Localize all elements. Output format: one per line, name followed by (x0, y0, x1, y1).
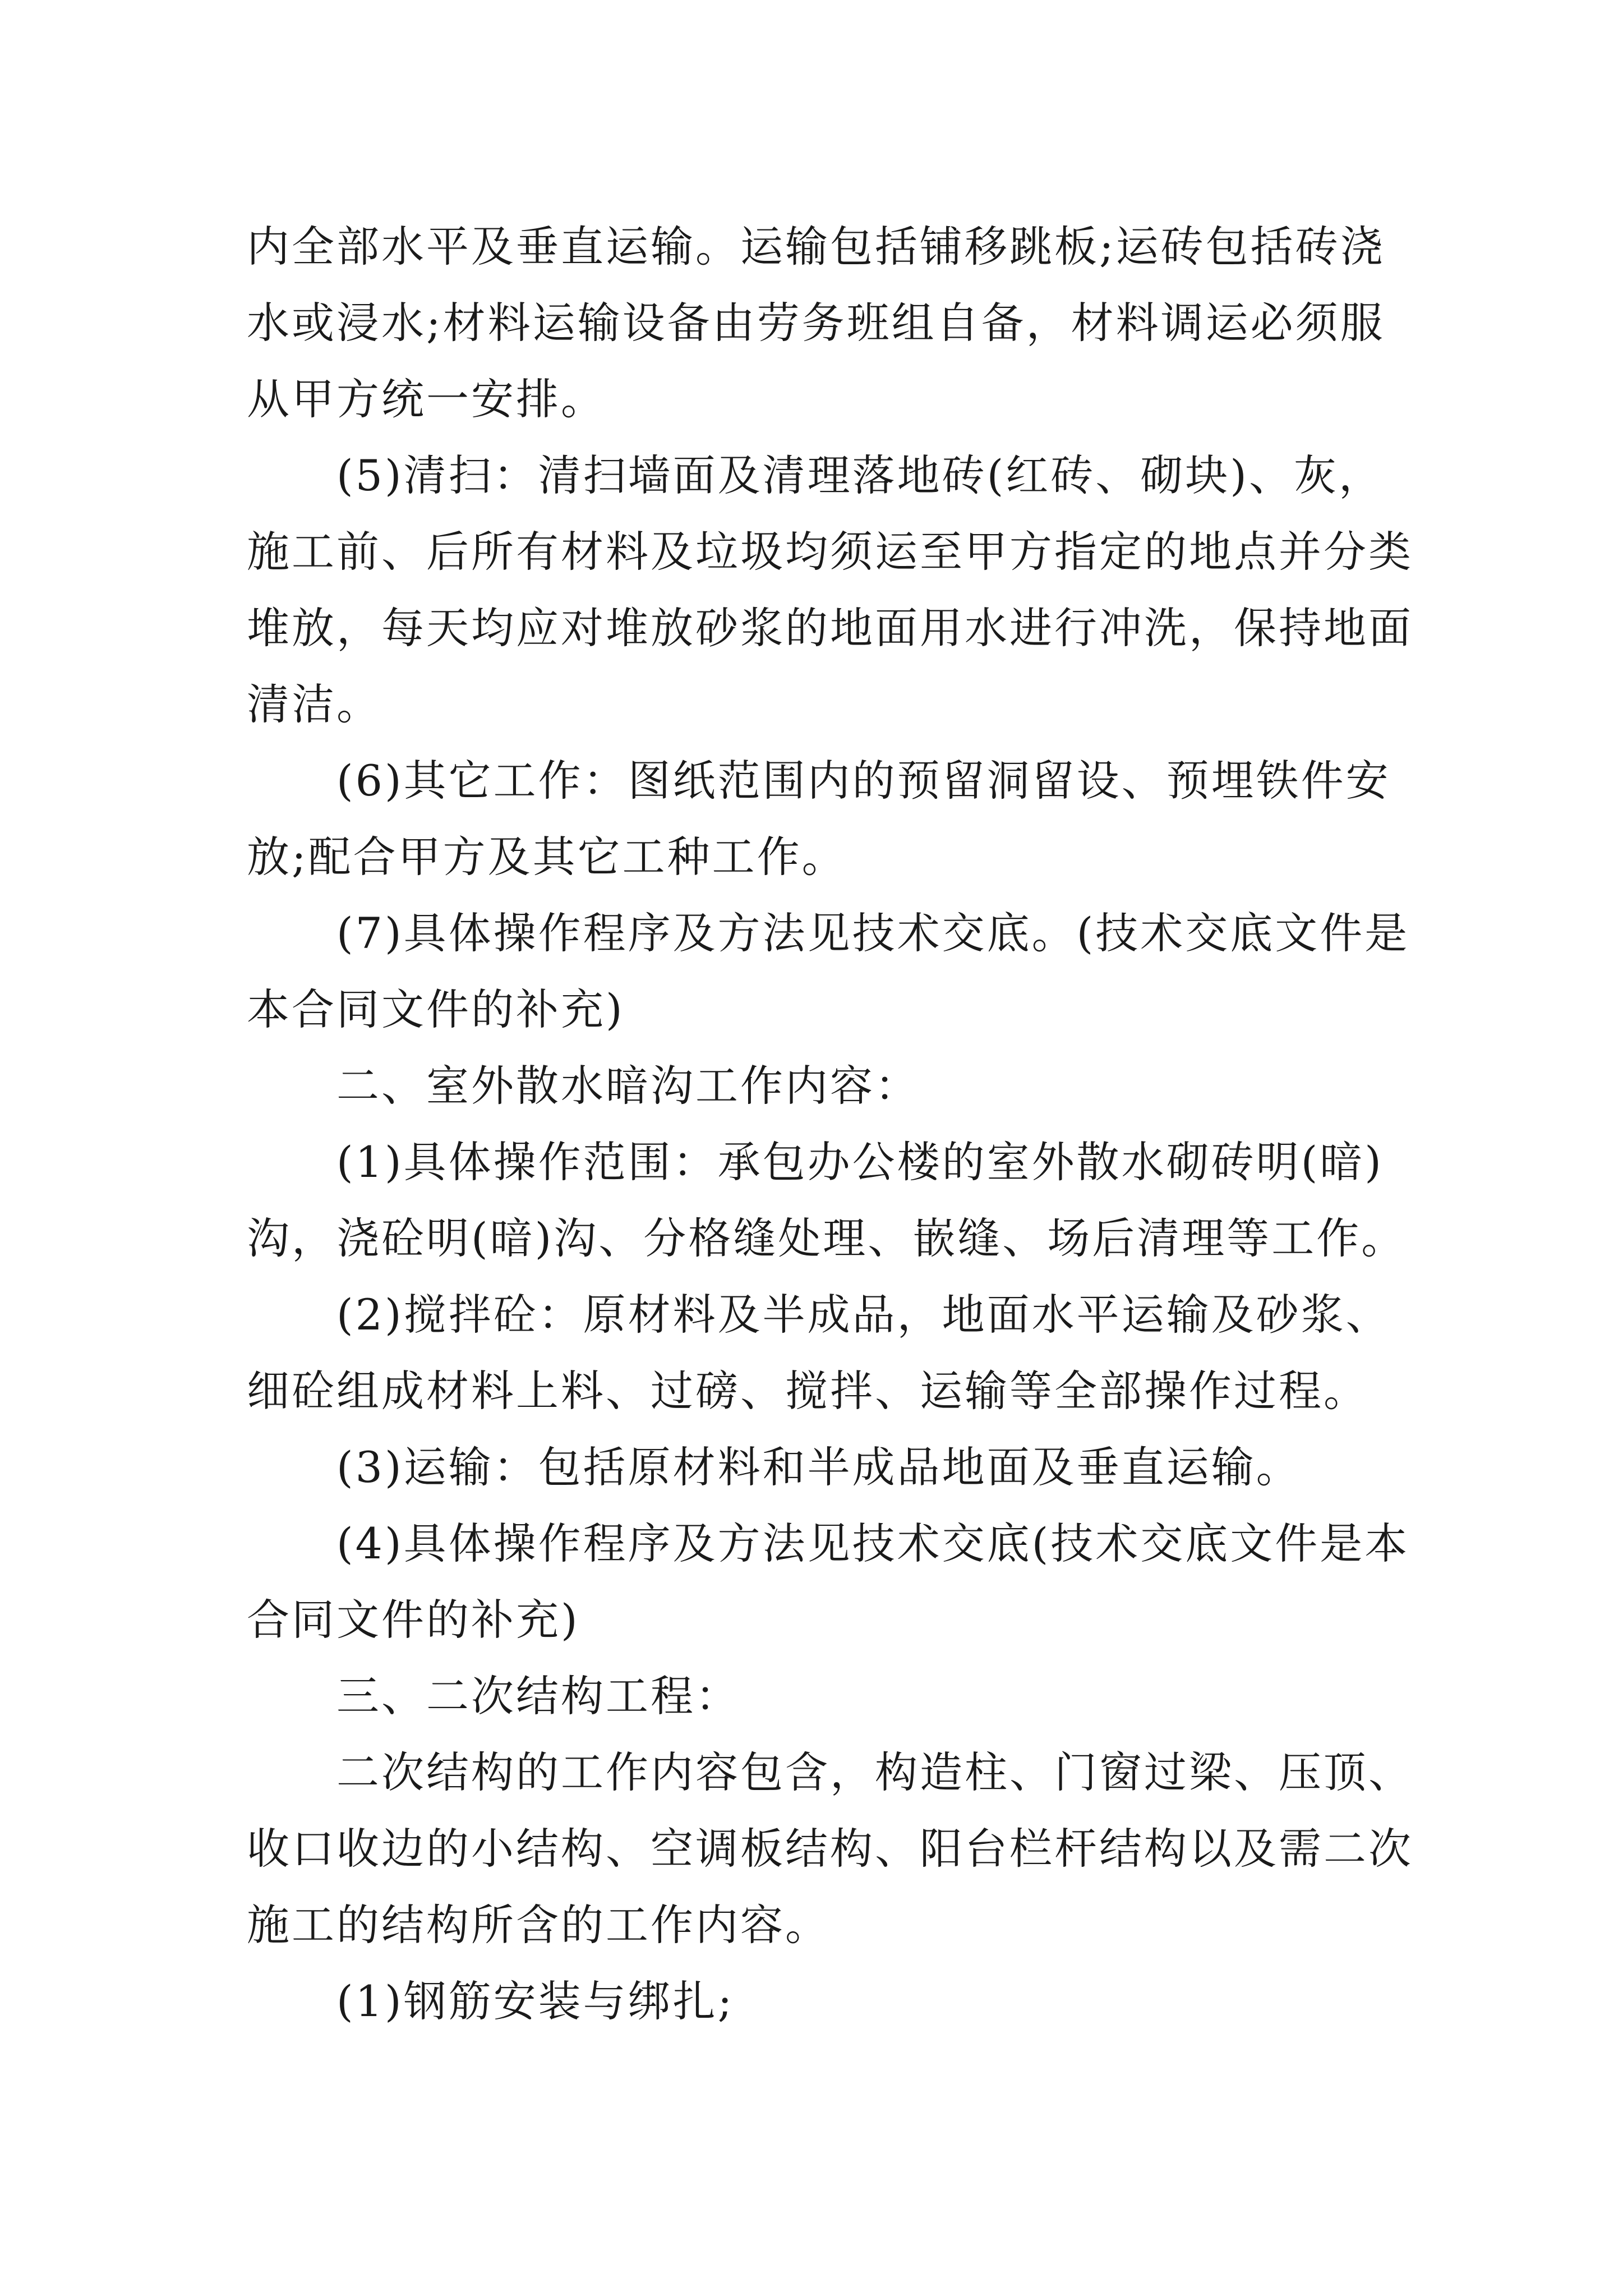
text-line: 水或浸水;材料运输设备由劳务班组自备，材料调运必须服 (247, 298, 1385, 348)
text-line: 清洁。 (247, 679, 381, 729)
text-line: (2)搅拌砼：原材料及半成品，地面水平运输及砂浆、 (336, 1290, 1391, 1340)
text-line: 合同文件的补充) (247, 1595, 580, 1645)
text-line: 施工的结构所含的工作内容。 (247, 1900, 830, 1950)
document-body (247, 209, 1413, 2040)
text-line: 内全部水平及垂直运输。运输包括铺移跳板;运砖包括砖浇 (247, 222, 1385, 272)
text-line: (4)具体操作程序及方法见技术交底(技术交底文件是本 (336, 1519, 1410, 1568)
text-line: 收口收边的小结构、空调板结构、阳台栏杆结构以及需二次 (247, 1824, 1413, 1874)
text-line: 本合同文件的补充) (247, 984, 625, 1034)
text-line: 堆放，每天均应对堆放砂浆的地面用水进行冲洗，保持地面 (247, 603, 1413, 653)
text-line: 放;配合甲方及其它工种工作。 (247, 832, 847, 882)
section-heading: 二、室外散水暗沟工作内容： (336, 1061, 920, 1111)
text-line: (3)运输：包括原材料和半成品地面及垂直运输。 (336, 1442, 1301, 1492)
text-line: (7)具体操作程序及方法见技术交底。(技术交底文件是 (336, 908, 1410, 958)
text-line: 沟，浇砼明(暗)沟、分格缝处理、嵌缝、场后清理等工作。 (247, 1213, 1407, 1263)
text-line: 二次结构的工作内容包含，构造柱、门窗过梁、压顶、 (336, 1747, 1413, 1797)
text-line: (1)具体操作范围：承包办公楼的室外散水砌砖明(暗) (336, 1137, 1384, 1187)
text-line: 从甲方统一安排。 (247, 374, 606, 424)
text-line: 施工前、后所有材料及垃圾均须运至甲方指定的地点并分类 (247, 527, 1413, 577)
text-line: 细砼组成材料上料、过磅、搅拌、运输等全部操作过程。 (247, 1366, 1368, 1416)
text-line: (1)钢筋安装与绑扎; (336, 1976, 735, 2026)
text-line: (5)清扫：清扫墙面及清理落地砖(红砖、砌块)、灰， (336, 450, 1384, 500)
section-heading: 三、二次结构工程： (336, 1671, 740, 1721)
text-line: (6)其它工作：图纸范围内的预留洞留设、预埋铁件安 (336, 756, 1391, 806)
